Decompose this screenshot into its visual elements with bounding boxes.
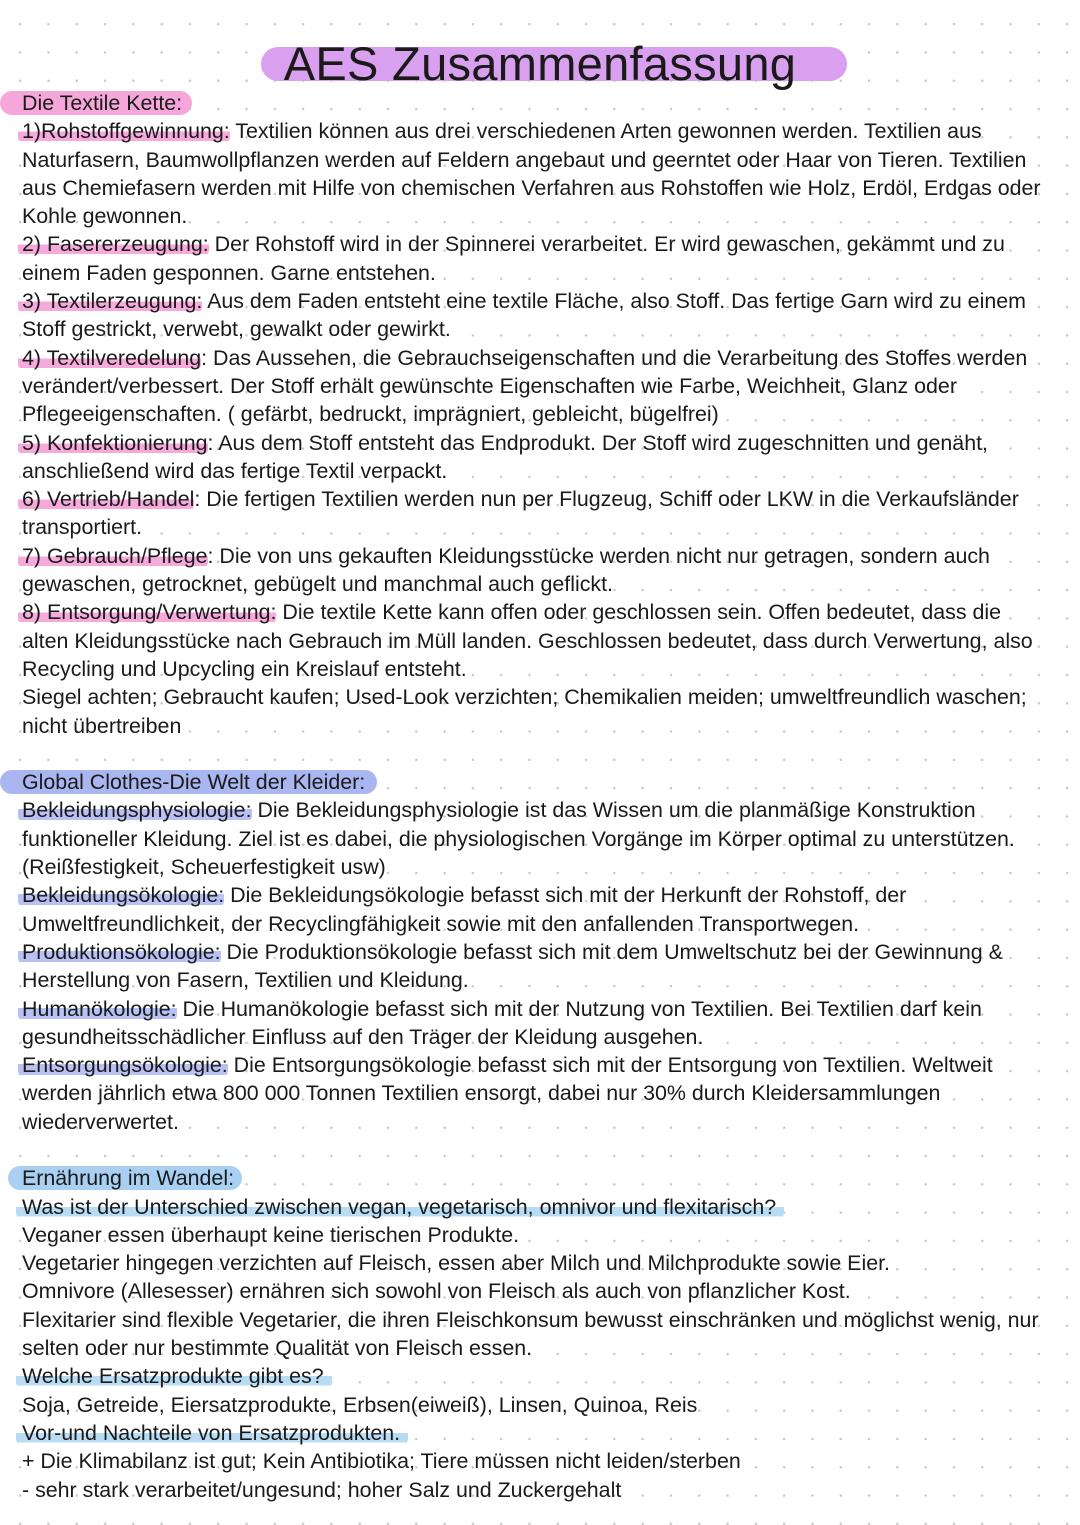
list-item bbox=[22, 230, 1052, 287]
heading-highlight: Ernährung im Wandel: bbox=[8, 1166, 242, 1190]
item-label: Bekleidungsphysiologie: bbox=[18, 798, 252, 822]
item-text: : Die fertigen Textilien werden nun per Flugzeug, Schiff oder LKW in die Verkaufsländer transportiert. bbox=[22, 487, 1019, 540]
answer-line: Veganer essen überhaupt keine tierischen Produkte. bbox=[22, 1222, 520, 1247]
list-item bbox=[22, 598, 1052, 683]
list-item bbox=[22, 796, 1052, 881]
list-item bbox=[22, 485, 1052, 542]
list-item bbox=[22, 881, 1052, 938]
item-label: Bekleidungsökologie: bbox=[18, 883, 224, 907]
question-text: Was ist der Unterschied zwischen vegan, vegetarisch, omnivor und flexitarisch? bbox=[16, 1195, 784, 1219]
list-item bbox=[22, 344, 1052, 429]
item-text: : Das Aussehen, die Gebrauchseigenschaften und die Verarbeitung des Stoffes werden verändert/verbessert. Der Stoff erhält gewünschte Eigenschaften wie Farbe, Weichheit, Glanz oder Pflegeeigenschaften. ( gefärbt, bedruckt, imprägniert, gebleicht, bügelfrei) bbox=[22, 345, 1028, 427]
item-label: 5) Konfektionierung bbox=[18, 431, 208, 455]
item-label: 1)Rohstoffgewinnung: bbox=[18, 119, 230, 143]
item-label: 7) Gebrauch/Pflege bbox=[18, 544, 208, 568]
item-text: Die Bekleidungsökologie befasst sich mit der Herkunft der Rohstoff, der Umweltfreundlichkeit, der Recyclingfähigkeit sowie mit den anfallenden Transportwegen. bbox=[22, 883, 907, 936]
section-heading-textile-chain bbox=[22, 89, 1052, 117]
item-text: Der Rohstoff wird in der Spinnerei verarbeitet. Er wird gewaschen, gekämmt und zu einem Faden gesponnen. Garne entstehen. bbox=[22, 232, 1005, 285]
item-label: Produktionsökologie: bbox=[18, 940, 221, 964]
tips-text: Siegel achten; Gebraucht kaufen; Used-Look verzichten; Chemikalien meiden; umweltfreundlich waschen; nicht übertreiben bbox=[22, 685, 1027, 738]
list-item bbox=[22, 1051, 1052, 1136]
item-text: Die Entsorgungsökologie befasst sich mit der Entsorgung von Textilien. Weltweit werden jährlich etwa 800 000 Tonnen Textilien ensorgt, dabei nur 30% durch Kleidersammlungen wiederverwertet. bbox=[22, 1053, 993, 1134]
item-label: 2) Fasererzeugung: bbox=[18, 232, 209, 256]
heading-highlight: Die Textile Kette: bbox=[0, 91, 192, 115]
item-text: Die textile Kette kann offen oder geschlossen sein. Offen bedeutet, dass die alten Kleidungsstücke nach Gebrauch im Müll landen. Geschlossen bedeutet, dass durch Verwertung, also Recycling und Upcycling ein Kreislauf entsteht. bbox=[22, 600, 1033, 681]
question bbox=[22, 1419, 1052, 1447]
item-label: 8) Entsorgung/Verwertung: bbox=[18, 600, 276, 624]
notes-content bbox=[22, 89, 1052, 1504]
item-text: : Aus dem Stoff entsteht das Endprodukt. Der Stoff wird zugeschnitten und genäht, anschließend wird das fertige Textil verpackt. bbox=[22, 430, 988, 483]
list-item bbox=[22, 429, 1052, 486]
page-title: AES Zusammenfassung bbox=[283, 37, 797, 90]
item-text: : Die von uns gekauften Kleidungsstücke werden nicht nur getragen, sondern auch gewaschen, getrocknet, gebügelt und manchmal auch geflickt. bbox=[22, 543, 990, 597]
item-text: Aus dem Faden entsteht eine textile Fläche, also Stoff. Das fertige Garn wird zu einem Stoff gestrickt, verwebt, gewalkt oder gewirkt. bbox=[22, 289, 1026, 342]
question bbox=[22, 1193, 1052, 1221]
item-label: 6) Vertrieb/Handel bbox=[18, 487, 194, 511]
item-text: Die Bekleidungsphysiologie ist das Wissen um die planmäßige Konstruktion funktioneller Kleidung. Ziel ist es dabei, die physiologischen Vorgänge im Körper optimal zu unterstützen.(Reißfestigkeit, Scheuerfestigkeit usw) bbox=[22, 798, 1015, 880]
item-text: Die Humanökologie befasst sich mit der Nutzung von Textilien. Bei Textilien darf kein gesundheitsschädlicher Einfluss auf den Träger der Kleidung ausgehen. bbox=[22, 996, 982, 1049]
answer-line: Flexitarier sind flexible Vegetarier, die ihren Fleischkonsum bewusst einschränken und möglichst wenig, nur selten oder nur bestimmte Qualität von Fleisch essen. bbox=[22, 1307, 1039, 1361]
item-label: 4) Textilveredelung bbox=[18, 346, 201, 370]
item-label: Humanökologie: bbox=[18, 997, 177, 1021]
item-label: Entsorgungsökologie: bbox=[18, 1053, 228, 1077]
section-heading-global-clothes bbox=[22, 768, 1052, 796]
spacer bbox=[22, 740, 1052, 768]
list-item bbox=[22, 938, 1052, 995]
section-heading-nutrition bbox=[22, 1164, 1052, 1192]
answer-line: Soja, Getreide, Eiersatzprodukte, Erbsen(eiweiß), Linsen, Quinoa, Reis bbox=[22, 1392, 698, 1417]
list-item bbox=[22, 542, 1052, 599]
pros-line: + Die Klimabilanz ist gut; Kein Antibiotika; Tiere müssen nicht leiden/sterben bbox=[22, 1449, 741, 1474]
heading-highlight: Global Clothes-Die Welt der Kleider: bbox=[0, 770, 377, 794]
answer-line: Vegetarier hingegen verzichten auf Fleisch, essen aber Milch und Milchprodukte sowie Eier. bbox=[22, 1251, 890, 1276]
item-text: Die Produktionsökologie befasst sich mit dem Umweltschutz bei der Gewinnung & Herstellung von Fasern, Textilien und Kleidung. bbox=[22, 939, 1003, 993]
list-item bbox=[22, 117, 1052, 230]
question bbox=[22, 1362, 1052, 1390]
question-text: Welche Ersatzprodukte gibt es? bbox=[16, 1364, 332, 1388]
spacer bbox=[22, 1136, 1052, 1164]
item-text: Textilien können aus drei verschiedenen Arten gewonnen werden. Textilien aus Naturfasern, Baumwollpflanzen werden auf Feldern angebaut und geerntet oder Haar von Tieren. Textilien aus Chemiefasern werden mit Hilfe von chemischen Verfahren aus Rohstoffen wie Holz, Erdöl, Erdgas oder Kohle gewonnen. bbox=[22, 119, 1041, 229]
list-item bbox=[22, 995, 1052, 1052]
list-item bbox=[22, 287, 1052, 344]
question-text: Vor-und Nachteile von Ersatzprodukten. bbox=[16, 1421, 408, 1445]
answer-line: Omnivore (Allesesser) ernähren sich sowohl von Fleisch als auch von pflanzlicher Kost. bbox=[22, 1279, 851, 1304]
item-label: 3) Textilerzeugung: bbox=[18, 289, 202, 313]
cons-line: - sehr stark verarbeitet/ungesund; hoher Salz und Zuckergehalt bbox=[22, 1477, 622, 1502]
